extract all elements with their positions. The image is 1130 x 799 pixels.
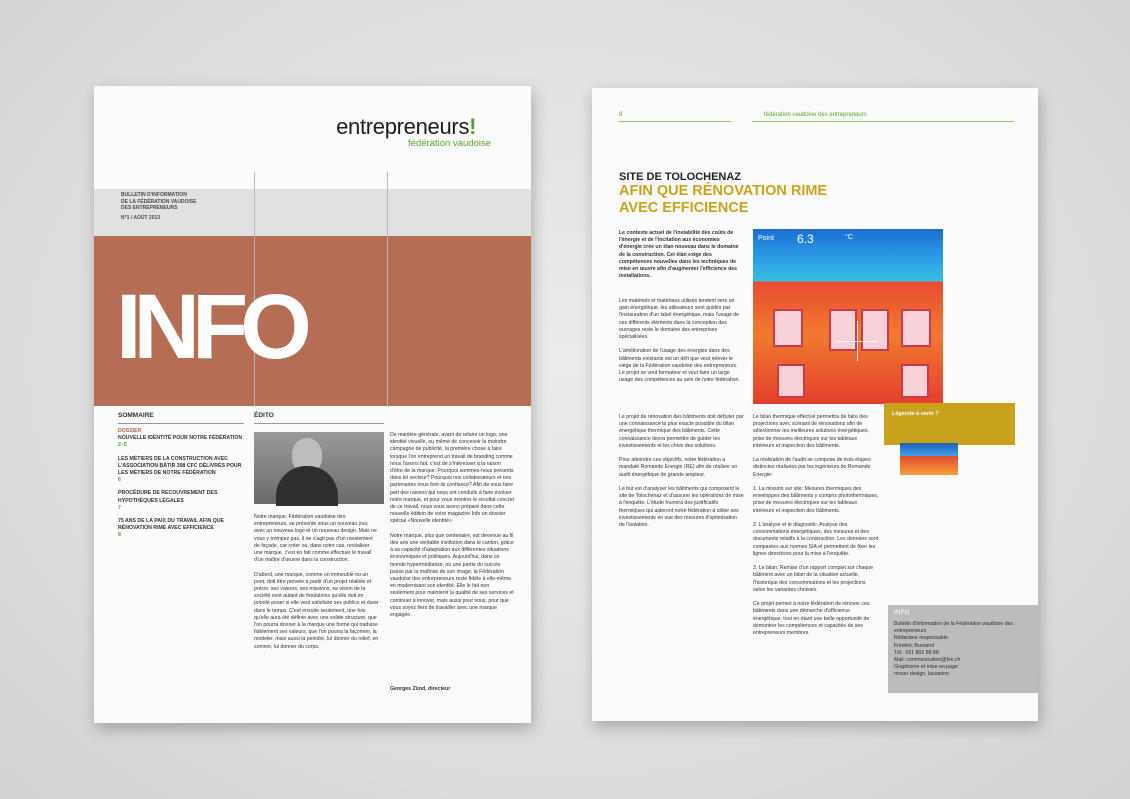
- portrait-body: [276, 466, 338, 506]
- bulletin-line: DES ENTREPRENEURS: [121, 205, 178, 211]
- signature: Georges Zünd, directeur: [390, 686, 451, 692]
- thermal-window: [861, 309, 889, 351]
- info-box: [888, 605, 1038, 693]
- thermal-unit: °C: [845, 234, 853, 241]
- director-photo: [254, 432, 384, 504]
- thermal-window: [777, 364, 805, 398]
- article-intro: Les matériels et matériaux utilisés tendent vers un gain énergétique, les utilisateurs sont guidés par l'instauration d'un label énergétique, mais l'usage de ces différents éléments dans la conception des ouvrages reste le domaine des entreprises spécialisées. L'amélioration de l'usage des énergies dans des bâtiments existants est un défi que veut relever le siège de la Fédération vaudoise des entrepreneurs. Le projet se veut formateur et veut faire un large usage des compétences au sein de notre fédération.: [619, 298, 740, 384]
- legend-label: Légende à venir ?: [892, 411, 939, 417]
- sommaire-item: [118, 490, 244, 512]
- edito-title: ÉDITO: [254, 412, 274, 419]
- article-column-1: Le projet de rénovation des bâtiments doit débuter par une connaissance la plus exacte possible du bilan énergétique thermique des bâtiments. Cette connaissance devra permettre de guider les investissements et les choix des solutions. Pour atteindre ces objectifs, notre fédération a mandaté Romande Energie (RE) afin de réaliser un audit énergétique de grande ampleur. Le but est d'analyser les bâtiments qui composent le site de Tolochenaz et d'assurer les opérations de mise à l'enquête. L'étude fournira des justificatifs thermiques qui aideront notre fédération à cibler ses investissements en vue des mesures d'optimisation de l'isolation.: [619, 414, 744, 529]
- edito-header: [254, 412, 514, 424]
- article-kicker: SITE DE TOLOCHENAZ: [619, 171, 742, 183]
- edito-column-2: De manière générale, avant de refaire un logo, une identité visuelle, ou même de concevoir la moindre campagne de publicité, la première chose à faire lorsque l'on entreprend un travail de branding comme nous l'avons fait, c'est de s'intéresser à la raison d'être de la marque: Pourquoi sommes-nous présents dans tel secteur? Pourquoi nos collaborateurs et nos partenaires nous font-ils confiance? Afin de vous faire part des raisons qui nous ont conduits à faire évoluer notre marque, et pour vous montrer le résultat concret de ce travail, nous vous avons préparé dans cette nouvelle édition de votre magazine Info un dossier spécial «Nouvelle identité». Notre marque, plus que centenaire, est devenue au fil des ans une véritable institution dans le canton, grâce à sa capacité d'adaptation aux différentes situations économiques et politiques. Aujourd'hui, dans ce monde hypermédiatisé, où une partie du succès passe par la maîtrise de son image, la Fédération vaudoise des entrepreneurs reste fidèle à elle-même en modernisant son identité. Elle le fait non seulement pour maintenir la qualité de ses services et continuer à innover, mais aussi pour vous, pour que vous soyez fiers de travailler avec une marque engagée.: [390, 432, 514, 619]
- info-box-text: Bulletin d'information de la Fédération vaudoise des entrepreneurs Rédacteur responsable: Frédéric Burnand Tél.: 021 802 88 88 Mail: communication@fve.ch Graphisme et mise en page: moser design, lausanne: [894, 621, 1013, 678]
- logo-subtitle: fédération vaudoise: [408, 138, 491, 149]
- sommaire-text: LES MÉTIERS DE LA CONSTRUCTION AVEC L'ASSOCIATION BÂTIR 398 CFC DÉLIVRÉS POUR LES MÉTIERS DE NOTRE FÉDÉRATION: [118, 455, 242, 477]
- page-number: 8: [619, 112, 623, 118]
- header-rule: [752, 121, 1014, 122]
- crosshair-icon: [837, 341, 877, 342]
- sommaire: [118, 412, 244, 546]
- sommaire-text: NOUVELLE IDENTITÉ POUR NOTRE FÉDÉRATION: [118, 435, 243, 442]
- title-line: AVEC EFFICIENCE: [619, 200, 749, 216]
- info-box-title: INFO: [894, 609, 910, 616]
- bulletin-line: BULLETIN D'INFORMATION: [121, 192, 187, 198]
- running-head: fédération vaudoise des entrepreneurs: [764, 112, 867, 118]
- fve-logo: [336, 114, 491, 149]
- thermal-image: [753, 229, 943, 404]
- sommaire-item: [118, 456, 244, 485]
- bulletin-line: DE LA FÉDÉRATION VAUDOISE: [121, 198, 197, 205]
- article-column-2: Le bilan thermique effectué permettra de faire des projections avec scénarii de rénovations afin de sélectionner les meilleures solutions énergétiques, prise de mesures électriques sur les tableaux intérieurs et inspection des bâtiments. La réalisation de l'audit se compose de trois étapes distinctes réalisées par les ingénieurs de Romande Energie: 1. La mission sur site: Mesures thermiques des enveloppes des bâtiments y compris photothermiques, prise de mesures électriques sur les tableaux intérieurs et inspection des bâtiments. 2. L'analyse et le diagnostic: Analyse des consommations énergétiques, des mesures et des documents relatifs à la construction. Les données sont comparées aux normes SIA et permettent de fixer les lignes directrices pour la mise à l'enquête. 3. Le bilan: Remise d'un rapport complet sur chaque bâtiment avec un bilan de la situation actuelle, l'historique des consommations et les projections selon les variantes choisies. Ce projet permet à notre fédération de rénover ces bâtiments dans une démarche d'efficience énergétique, tout en étant une belle opportunité de démontrer les compétences et capacités de ses entrepreneurs membres.: [753, 414, 879, 637]
- logo-word: entrepreneurs: [336, 114, 470, 139]
- sommaire-item: [118, 428, 244, 450]
- sommaire-text: 75 ANS DE LA PAIX DU TRAVAIL AFIN QUE RÉNOVATION RIME AVEC EFFICIENCE: [118, 518, 224, 532]
- issue-number: N°1 / AOÛT 2013: [121, 214, 161, 221]
- sommaire-text: PROCÉDURE DE RECOUVREMENT DES HYPOTHÈQUES LÉGALES: [118, 490, 218, 504]
- sommaire-pages: 7: [118, 504, 121, 511]
- logo-mark: !: [469, 114, 477, 139]
- sommaire-pages: 2–5: [118, 442, 127, 449]
- sommaire-pages: 8: [118, 532, 121, 539]
- thermal-point-label: Point: [758, 235, 774, 242]
- thermal-window: [773, 309, 803, 347]
- divider: [118, 423, 244, 424]
- thermal-thumbnail: [900, 443, 958, 475]
- legend-box: [884, 403, 1015, 445]
- cover-title: INFO: [116, 276, 304, 378]
- sommaire-kicker: DOSSIER: [118, 428, 142, 434]
- thermal-window: [901, 309, 931, 347]
- article-title: [619, 183, 827, 217]
- edito-column-1: Notre marque, Fédération vaudoise des entrepreneurs, se présente sous un nouveau jour, avec un nouveau logo et un nouveau design. Mais ne vous y trompez pas, il ne s'agit pas d'un ravalement de façade, car créer ou, dans notre cas, revitaliser une marque, c'est en fait comme effectuer le travail d'un maître d'œuvre dans la construction. D'abord, une marque, comme un immeuble ou un pont, doit être pensée à partir d'un projet réaliste et précis: ses valeurs, ses missions, sa vision de la société sont autant de fondations qu'elle doit en priorité poser si elle veut satisfaire ses publics et durer dans le temps. C'est ensuite seulement, une fois qu'elle aura été définie avec une solide structure, que l'on pourra donner à la marque une forme qui traduise fidèlement ses valeurs, que l'on pourra la façonner, la modeler, mais aussi la peindre, lui donner du relief, en somme, lui donner du corps.: [254, 514, 379, 650]
- article-page: [592, 88, 1038, 721]
- bulletin-info: [121, 192, 211, 221]
- thermal-value: 6.3: [797, 232, 814, 246]
- header-rule: [619, 121, 731, 122]
- thermal-window: [829, 309, 857, 351]
- cover-page: [94, 86, 531, 723]
- sommaire-item: [118, 518, 244, 540]
- title-line: AFIN QUE RÉNOVATION RIME: [619, 183, 828, 199]
- guide-line: [387, 172, 388, 407]
- sommaire-pages: 6: [118, 477, 121, 484]
- divider: [254, 423, 384, 424]
- thermal-window: [901, 364, 929, 398]
- sommaire-title: SOMMAIRE: [118, 412, 154, 419]
- article-lead: Le contexte actuel de l'instabilité des coûts de l'énergie et de l'incitation aux économies d'énergie crée un élan nouveau dans le domaine de la construction. Cet élan exige des compétences nouvelles dans les techniques de mise en œuvre afin d'augmenter l'efficience des installations.: [619, 230, 739, 280]
